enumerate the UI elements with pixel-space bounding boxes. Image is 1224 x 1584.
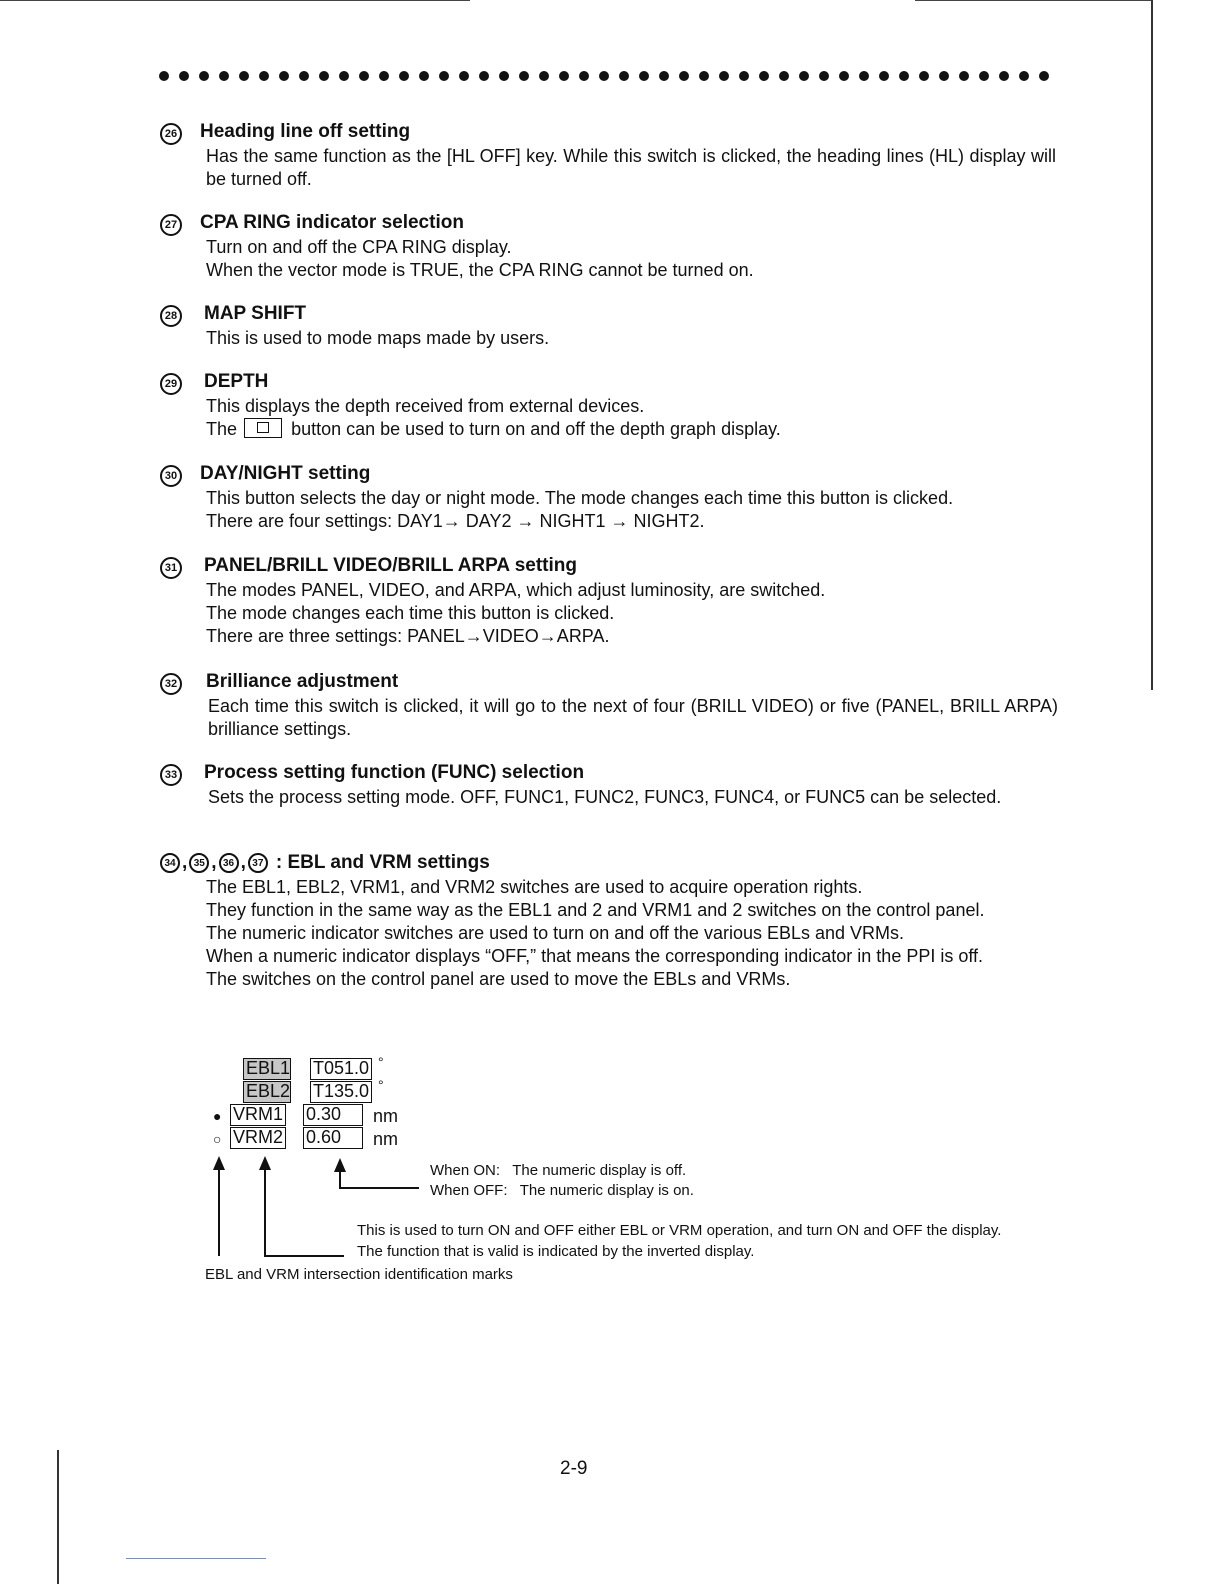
leader-line [264, 1255, 344, 1257]
separator-dot [459, 71, 469, 81]
separator-dot [299, 71, 309, 81]
section-title: Brilliance adjustment [206, 671, 399, 692]
vrm1-unit: nm [373, 1106, 399, 1126]
section-body [206, 579, 1056, 648]
separator-dot [879, 71, 889, 81]
separator-dot [839, 71, 849, 81]
separator-dot [619, 71, 629, 81]
body-line: When a numeric indicator displays “OFF,” that means the corresponding indicator in the PPI is off. [206, 946, 984, 966]
arrow-up-icon [334, 1158, 346, 1172]
arrow-up-icon [259, 1156, 271, 1170]
separator-dot [919, 71, 929, 81]
separator-dot [679, 71, 689, 81]
note-label: When OFF: [430, 1182, 508, 1199]
separator-dot [239, 71, 249, 81]
separator-dot [939, 71, 949, 81]
body-line: Has the same function as the [HL OFF] key. While this switch is clicked, the heading lines (HL) display will be turned off. [206, 146, 1056, 189]
section-title: MAP SHIFT [204, 303, 307, 324]
separator-dot [319, 71, 329, 81]
item-marker: 35 [189, 853, 209, 873]
separator-dot [799, 71, 809, 81]
section-title: Process setting function (FUNC) selection [204, 762, 585, 783]
body-line: The EBL1, EBL2, VRM1, and VRM2 switches are used to acquire operation rights. [206, 877, 863, 897]
ebl2-switch[interactable]: EBL2 [243, 1081, 291, 1103]
ebl1-unit: ° [378, 1054, 384, 1070]
section-body [206, 395, 1056, 441]
body-line: Turn on and off the CPA RING display. [206, 237, 512, 257]
body-line: This button selects the day or night mode. The mode changes each time this button is clicked. [206, 488, 954, 508]
note-label: When ON: [430, 1162, 501, 1179]
item-marker: 36 [219, 853, 239, 873]
separator-dot [479, 71, 489, 81]
note-intersection-marks: EBL and VRM intersection identification marks [205, 1266, 513, 1283]
note-text: The numeric display is on. [519, 1182, 694, 1199]
separator-dot [979, 71, 989, 81]
vrm2-intersection-mark: ○ [213, 1131, 222, 1147]
separator-dot [419, 71, 429, 81]
body-line: Each time this switch is clicked, it will go to the next of four (BRILL VIDEO) or five (PANEL, BRILL ARPA) brilliance settings. [208, 696, 1058, 739]
separator-dot [439, 71, 449, 81]
section-body [206, 145, 1056, 191]
section-body [206, 327, 1056, 350]
item-marker: 27 [160, 214, 182, 236]
ebl1-value[interactable]: T051.0 [310, 1058, 372, 1080]
separator-dot [739, 71, 749, 81]
separator-dot [279, 71, 289, 81]
item-marker: 32 [160, 673, 182, 695]
separator-dot [819, 71, 829, 81]
vrm1-value[interactable]: 0.30 [303, 1104, 363, 1126]
separator-dot [1039, 71, 1049, 81]
leader-line [218, 1170, 220, 1256]
section-title: DEPTH [204, 371, 269, 392]
vrm1-intersection-mark: ● [213, 1108, 222, 1124]
separator-dot [1019, 71, 1029, 81]
separator-dot [999, 71, 1009, 81]
leader-line [339, 1187, 419, 1189]
depth-graph-button-icon [244, 418, 282, 438]
item-marker: 26 [160, 123, 182, 145]
item-marker: 30 [160, 465, 182, 487]
item-marker: 37 [248, 853, 268, 873]
vrm2-value[interactable]: 0.60 [303, 1127, 363, 1149]
section-title: CPA RING indicator selection [200, 212, 464, 233]
arrow-up-icon [213, 1156, 225, 1170]
separator-dot [759, 71, 769, 81]
body-line: There are four settings: DAY1→ DAY2 → NIGHT1 → NIGHT2. [206, 511, 705, 531]
body-line: Sets the process setting mode. OFF, FUNC1, FUNC2, FUNC3, FUNC4, or FUNC5 can be selected. [208, 787, 1002, 807]
note-inverted-display: The function that is valid is indicated by the inverted display. [357, 1243, 755, 1260]
section-title: : EBL and VRM settings [275, 852, 490, 873]
separator-dot [259, 71, 269, 81]
separator-dot [559, 71, 569, 81]
ebl1-switch[interactable]: EBL1 [243, 1058, 291, 1080]
separator-dot [539, 71, 549, 81]
body-line: The mode changes each time this button is clicked. [206, 603, 615, 623]
ebl2-unit: ° [378, 1077, 384, 1093]
section-body [206, 487, 1056, 533]
separator-dot [659, 71, 669, 81]
item-marker: 29 [160, 373, 182, 395]
separator-dot [199, 71, 209, 81]
separator-dot [219, 71, 229, 81]
dotted-separator [159, 66, 1049, 86]
section-title: Heading line off setting [200, 121, 411, 142]
body-line: This is used to mode maps made by users. [206, 328, 550, 348]
separator-dot [779, 71, 789, 81]
separator-dot [499, 71, 509, 81]
body-line [206, 418, 1056, 441]
depth-line-pre: The [206, 419, 238, 439]
separator-dot [379, 71, 389, 81]
vrm2-unit: nm [373, 1129, 399, 1149]
vrm1-switch[interactable]: VRM1 [230, 1104, 286, 1126]
ebl2-value[interactable]: T135.0 [310, 1081, 372, 1103]
separator-dot [699, 71, 709, 81]
separator-dot [899, 71, 909, 81]
separator-dot [359, 71, 369, 81]
section-title: DAY/NIGHT setting [200, 463, 371, 484]
depth-line-post: button can be used to turn on and off the depth graph display. [291, 419, 781, 439]
item-marker: 31 [160, 557, 182, 579]
right-margin-rule [1151, 0, 1153, 690]
note-when-off [430, 1182, 694, 1199]
left-margin-rule [57, 1450, 59, 1584]
item-marker: 28 [160, 305, 182, 327]
item-marker: 33 [160, 764, 182, 786]
separator-dot [399, 71, 409, 81]
leader-line [264, 1170, 266, 1256]
note-switch-function: This is used to turn ON and OFF either EBL or VRM operation, and turn ON and OFF the display. [357, 1222, 1002, 1239]
section-title: PANEL/BRILL VIDEO/BRILL ARPA setting [204, 555, 577, 576]
top-rule-right [915, 0, 1151, 1]
body-line: There are three settings: PANEL→VIDEO→ARPA. [206, 626, 610, 646]
separator-dot [159, 71, 169, 81]
ebl-vrm-title: 34 , 35 , 36 , 37 : EBL and VRM settings [160, 852, 490, 874]
ebl-vrm-body [206, 876, 1049, 991]
separator-dot [579, 71, 589, 81]
item-marker: 34 [160, 853, 180, 873]
note-when-on [430, 1162, 686, 1179]
bottom-rule [126, 1558, 266, 1559]
separator-dot [339, 71, 349, 81]
body-line: The modes PANEL, VIDEO, and ARPA, which adjust luminosity, are switched. [206, 580, 826, 600]
body-line: The switches on the control panel are used to move the EBLs and VRMs. [206, 969, 791, 989]
section-body [208, 695, 1058, 741]
page-number: 2-9 [560, 1458, 588, 1479]
section-body [206, 236, 1056, 282]
note-text: The numeric display is off. [512, 1162, 687, 1179]
vrm2-switch[interactable]: VRM2 [230, 1127, 286, 1149]
separator-dot [639, 71, 649, 81]
body-line: When the vector mode is TRUE, the CPA RING cannot be turned on. [206, 260, 754, 280]
body-line: This displays the depth received from external devices. [206, 396, 645, 416]
section-body [208, 786, 1058, 809]
top-rule-left [0, 0, 470, 1]
body-line: They function in the same way as the EBL1 and 2 and VRM1 and 2 switches on the control panel. [206, 900, 985, 920]
separator-dot [519, 71, 529, 81]
separator-dot [959, 71, 969, 81]
separator-dot [719, 71, 729, 81]
separator-dot [599, 71, 609, 81]
separator-dot [859, 71, 869, 81]
separator-dot [179, 71, 189, 81]
body-line: The numeric indicator switches are used to turn on and off the various EBLs and VRMs. [206, 923, 905, 943]
leader-line [339, 1172, 341, 1188]
